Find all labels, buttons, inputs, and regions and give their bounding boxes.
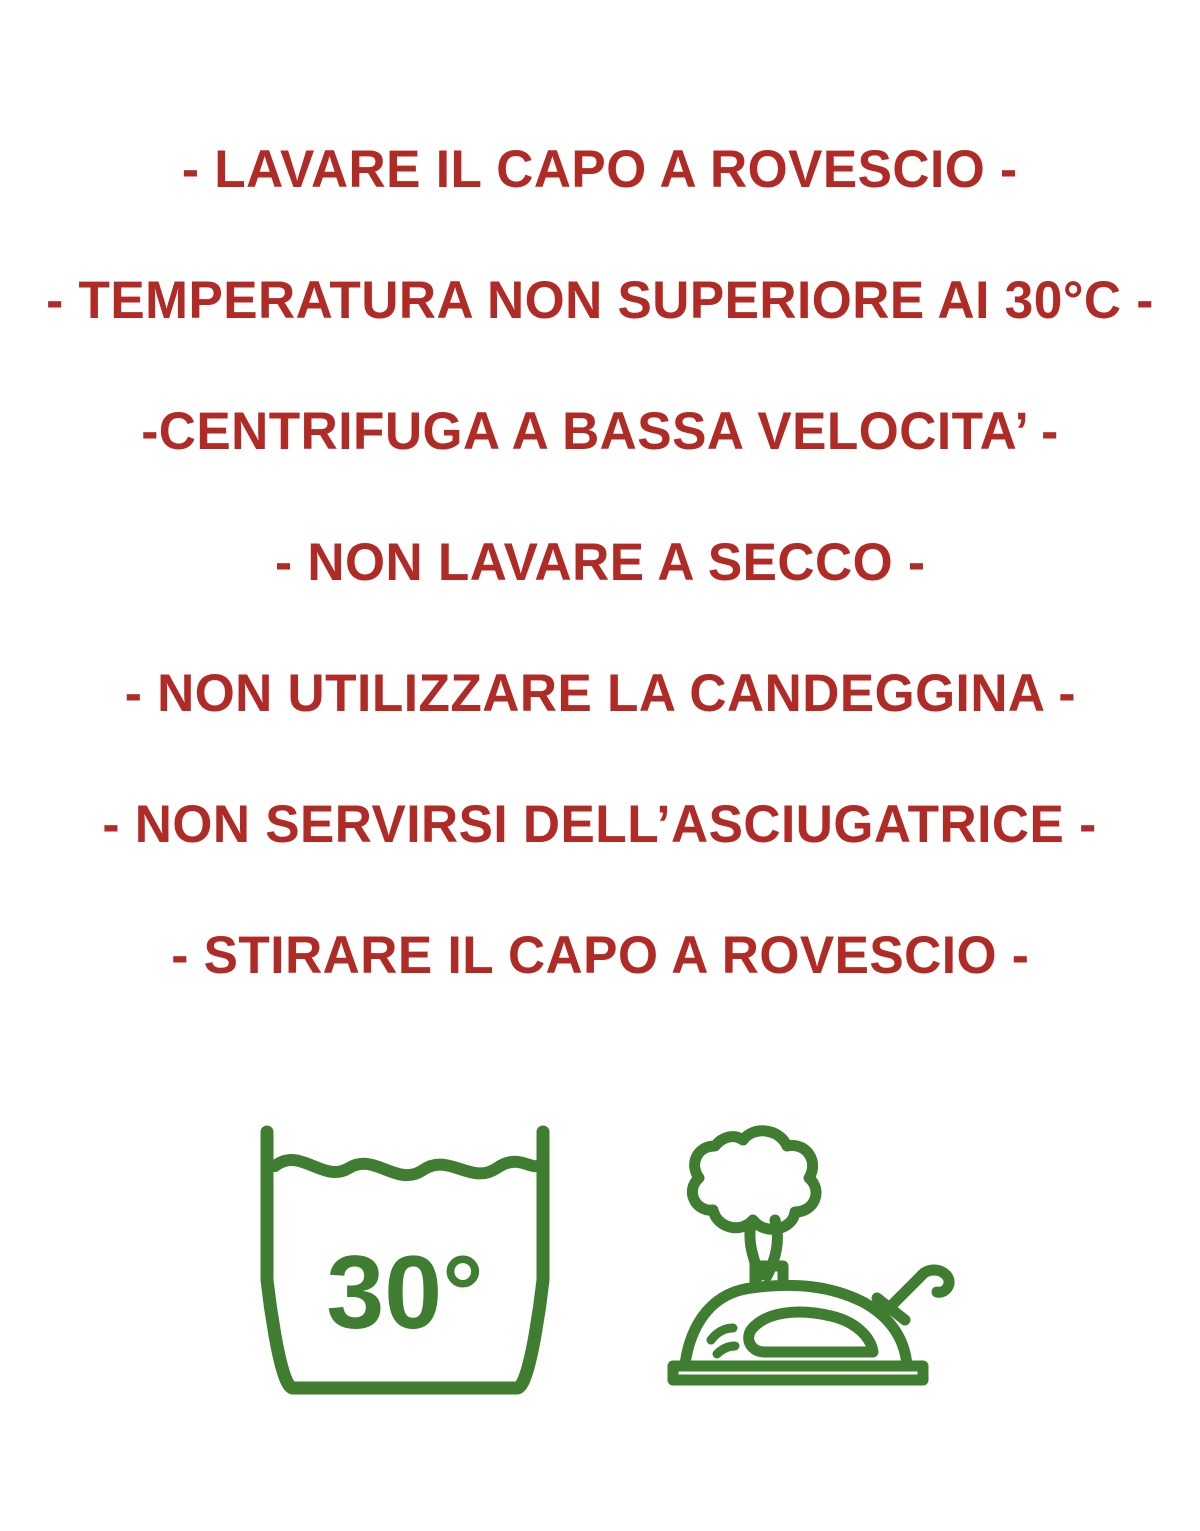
instruction-line: - STIRARE IL CAPO A ROVESCIO - <box>170 926 1030 985</box>
instruction-line: - NON LAVARE A SECCO - <box>274 533 926 592</box>
instruction-line: - LAVARE IL CAPO A ROVESCIO - <box>182 140 1018 199</box>
instruction-line: - NON SERVIRSI DELL’ASCIUGATRICE - <box>102 795 1098 854</box>
instruction-line: - NON UTILIZZARE LA CANDEGGINA - <box>124 664 1076 723</box>
instruction-line: - TEMPERATURA NON SUPERIORE AI 30°C - <box>46 271 1154 330</box>
instruction-line: -CENTRIFUGA A BASSA VELOCITA’ - <box>141 402 1059 461</box>
care-symbols-row <box>0 1090 1200 1410</box>
wash-temperature-label: 30° <box>326 1235 484 1351</box>
wash-30-degrees-symbol <box>245 1110 565 1410</box>
iron-with-steam-symbol <box>655 1090 955 1410</box>
